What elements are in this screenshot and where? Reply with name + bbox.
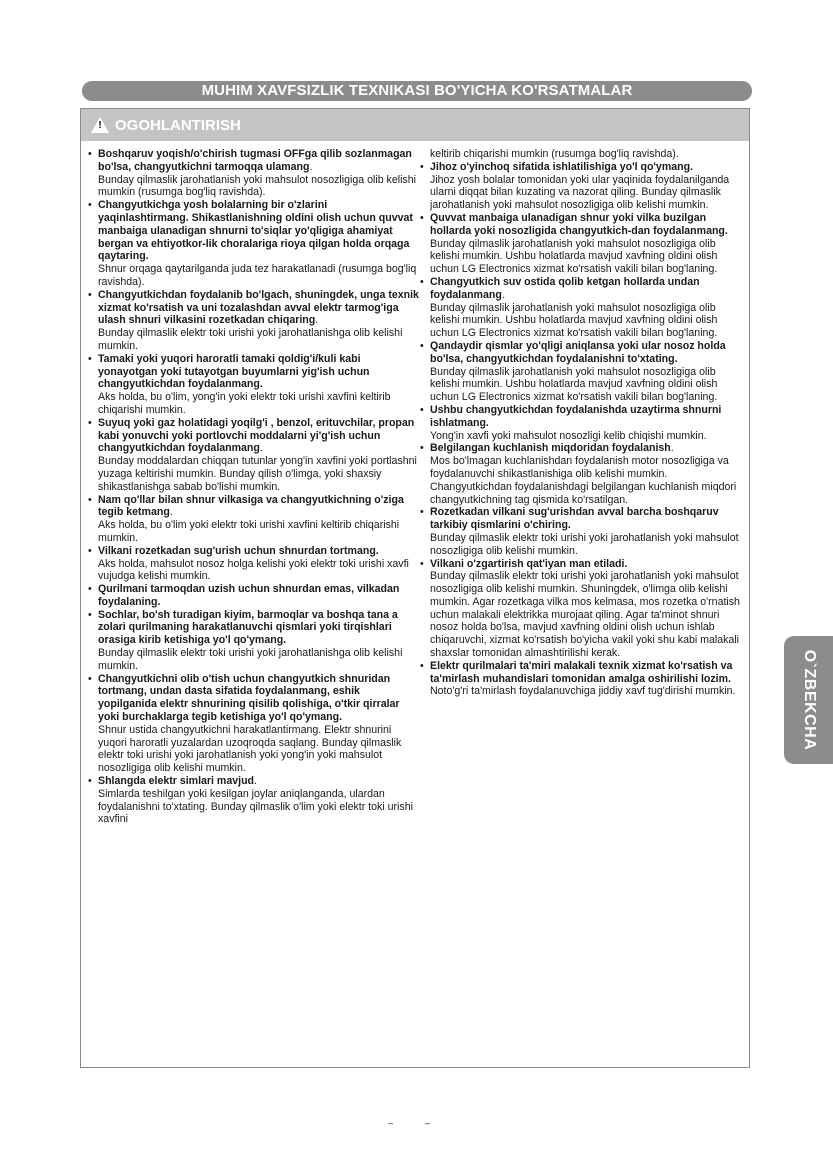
list-item: • Changyutkich suv ostida qolib ketgan hollarda undan foydalanmang. Bunday qilmaslik jarohatlanish yoki mahsulot nosozligiga olib kelishi mumkin. Ushbu holatlarda mavjud xavfning oldini olish uchun LG Electronics xizmat ko'rsatish vakili bilan bog'laning. bbox=[420, 276, 742, 340]
page-title: MUHIM XAVFSIZLIK TEXNIKASI BO'YICHA KO'RSATMALAR bbox=[201, 82, 633, 99]
list-item: • Ushbu changyutkichdan foydalanishda uzaytirma shnurni ishlatmang. Yong'in xavfi yoki mahsulot nosozligi kelib chiqishi mumkin. bbox=[420, 404, 742, 442]
warning-title: OGOHLANTIRISH bbox=[115, 116, 241, 134]
list-item: • Shlangda elektr simlari mavjud. Simlarda teshilgan yoki kesilgan joylar aniqlanganda, ulardan foydalanishni to'xtating. Bunday qilmaslik o'lim yoki elektr toki urishi xavfini bbox=[88, 775, 420, 826]
list-item: • Vilkani rozetkadan sug'urish uchun shnurdan tortmang. Aks holda, mahsulot nosoz holga kelishi yoki elektr toki urishi xavfi vujudga kelishi mumkin. bbox=[88, 545, 420, 583]
list-item: • Belgilangan kuchlanish miqdoridan foydalanish. Mos bo'lmagan kuchlanishdan foydalanish motor nosozligiga va foydalanuvchi shikastlanishiga olib kelishi mumkin. Changyutkichdan foydalanishdagi belgilangan kuchlanish miqdori changyutkichning tag qismida ko'rsatilgan. bbox=[420, 442, 742, 506]
language-tab-label: O`ZBEKCHA bbox=[800, 649, 818, 751]
list-item: • Boshqaruv yoqish/o'chirish tugmasi OFFga qilib sozlanmagan bo'lsa, changyutkichni tarmoqqa ulamang. Bunday qilmaslik jarohatlanish yoki mahsulot nosozligiga olib kelishi mumkin (rusumga bog'liq ravishda). bbox=[88, 148, 420, 199]
right-column bbox=[420, 148, 742, 698]
list-item: • Rozetkadan vilkani sug'urishdan avval barcha boshqaruv tarkibiy qismlarini o'chiring. Bunday qilmaslik elektr toki urishi yoki jarohatlanish yoki mahsulot nosozligiga olib kelishi mumkin. bbox=[420, 506, 742, 557]
list-item: • Suyuq yoki gaz holatidagi yoqilg'i , benzol, erituvchilar, propan kabi yonuvchi yoki portlovchi moddalarni yi'g'ish uchun changyutkichdan foydalanmang. Bunday moddalardan chiqqan tutunlar yong'in xavfini yoki portlashni yuzaga keltirishi mumkin. Bunday qilish o'limga, yoki shaxsiy shikastlanishga sabab bo'lishi mumkin. bbox=[88, 417, 420, 494]
list-item-continuation: keltirib chiqarishi mumkin (rusumga bog'liq ravishda). bbox=[430, 148, 679, 160]
list-item: • Elektr qurilmalari ta'miri malakali texnik xizmat ko'rsatish va ta'mirlash muhandislari tomonidan amalga oshirilishi lozim. Noto'g'ri ta'mirlash foydalanuvchiga jiddiy xavf tug'dirishi mumkin. bbox=[420, 660, 742, 698]
list-item: • Changyutkichga yosh bolalarning bir o'zlarini yaqinlashtirmang. Shikastlanishning oldini olish uchun quvvat manbaiga ulanadigan shnurni to'siqlar yo'qligiga ahamiyat bergan va ehtiyotkor-lik choralariga rioya qilgan holda orqaga qaytaring. Shnur orqaga qaytarilganda juda tez harakatlanadi (rusumga bog'liq ravishda). bbox=[88, 199, 420, 289]
list-item: • Nam qo'llar bilan shnur vilkasiga va changyutkichning o'ziga tegib ketmang. Aks holda, bu o'lim yoki elektr toki urishi xavfini keltirib chiqarishi mumkin. bbox=[88, 494, 420, 545]
list-item: • Changyutkichdan foydalanib bo'lgach, shuningdek, unga texnik xizmat ko'rsatish va uni tozalashdan avval elektr tarmog'iga ulash shnuri vilkasini rozetkadan chiqaring. Bunday qilmaslik elektr toki urishi yoki jarohatlanishga olib kelishi mumkin. bbox=[88, 289, 420, 353]
warning-header bbox=[81, 109, 749, 141]
list-item: • Qurilmani tarmoqdan uzish uchun shnurdan emas, vilkadan foydalaning. bbox=[88, 583, 420, 609]
list-item: • Sochlar, bo'sh turadigan kiyim, barmoqlar va boshqa tana a zolari qurilmaning harakatlanuvchi qismlari yoki tirqishlari orasiga kirib ketishiga yo'l qo'ymang. Bunday qilmaslik elektr toki urishi yoki jarohatlanishga olib kelishi mumkin. bbox=[88, 609, 420, 673]
list-item: • Qandaydir qismlar yo'qligi aniqlansa yoki ular nosoz holda bo'lsa, changyutkichdan foydalanishni to'xtating. Bunday qilmaslik jarohatlanish yoki mahsulot nosozligiga olib kelishi mumkin. Ushbu holatlarda mavjud xavfning oldini olish uchun LG Electronics xizmat ko'rsatish vakili bilan bog'laning. bbox=[420, 340, 742, 404]
footer-mark-right: – bbox=[425, 1118, 431, 1128]
list-item: • Tamaki yoki yuqori haroratli tamaki qoldig'i/kuli kabi yonayotgan yoki tutayotgan buyumlarni yig'ish uchun changyutkichdan foydalanmang. Aks holda, bu o'lim, yong'in yoki elektr toki urishi xavfini keltirib chiqarishi mumkin. bbox=[88, 353, 420, 417]
list-item: • Quvvat manbaiga ulanadigan shnur yoki vilka buzilgan hollarda yoki nosozligida changyutkich-dan foydalanmang. Bunday qilmaslik jarohatlanish yoki mahsulot nosozligiga olib kelishi mumkin. Ushbu holatlarda mavjud xavfning oldini olish uchun LG Electronics xizmat ko'rsatish vakili bilan bog'laning. bbox=[420, 212, 742, 276]
list-item: • Changyutkichni olib o'tish uchun changyutkich shnuridan tortmang, undan dasta sifatida foydalanmang, eshik yopilganida elektr shnurining qisilib qolishiga, o'tkir qirralar yoki burchaklarga tegib ketishiga yo'l qo'ymang. Shnur ustida changyutkichni harakatlantirmang. Elektr shnurini yuqori haroratli yuzalardan uzoqroqda saqlang. Bunday qilmaslik elektr toki urishi yoki jarohatlanish yoki yong'in yoki mahsulot nosozligiga olib kelishi mumkin. bbox=[88, 673, 420, 775]
footer-mark-left: – bbox=[388, 1118, 394, 1128]
language-tab bbox=[784, 636, 833, 764]
warning-mark: ! bbox=[98, 120, 102, 131]
list-item: • Jihoz o'yinchoq sifatida ishlatilishiga yo'l qo'ymang. Jihoz yosh bolalar tomonidan yoki ular yaqinida foydalanilganda ularni diqqat bilan kuzating va nazorat qiling. Bunday qilmaslik jarohatlanish yoki mahsulot nosozligiga olib kelishi mumkin. bbox=[420, 161, 742, 212]
list-item: • Vilkani o'zgartirish qat'iyan man etiladi. Bunday qilmaslik elektr toki urishi yoki jarohatlanish yoki mahsulot nosozligiga olib kelishi mumkin. Shuningdek, o'limga olib kelishi mumkin. Agar rozetkaga vilka mos kelmasa, mos rozetka o'rnatish uchun malakali elektrikka murojaat qiling. Agar ta'minot shnuri nosoz holda bo'lsa, mavjud xavfning oldini olish uchun ishlab chiqaruvchi, xizmat ko'rsatish bo'yicha vakil yoki shu kabi malakali shaxslar tomonidan almashtirilishi kerak. bbox=[420, 558, 742, 660]
warning-triangle-icon bbox=[91, 117, 109, 133]
page-header bbox=[82, 81, 752, 101]
left-column bbox=[88, 148, 420, 826]
